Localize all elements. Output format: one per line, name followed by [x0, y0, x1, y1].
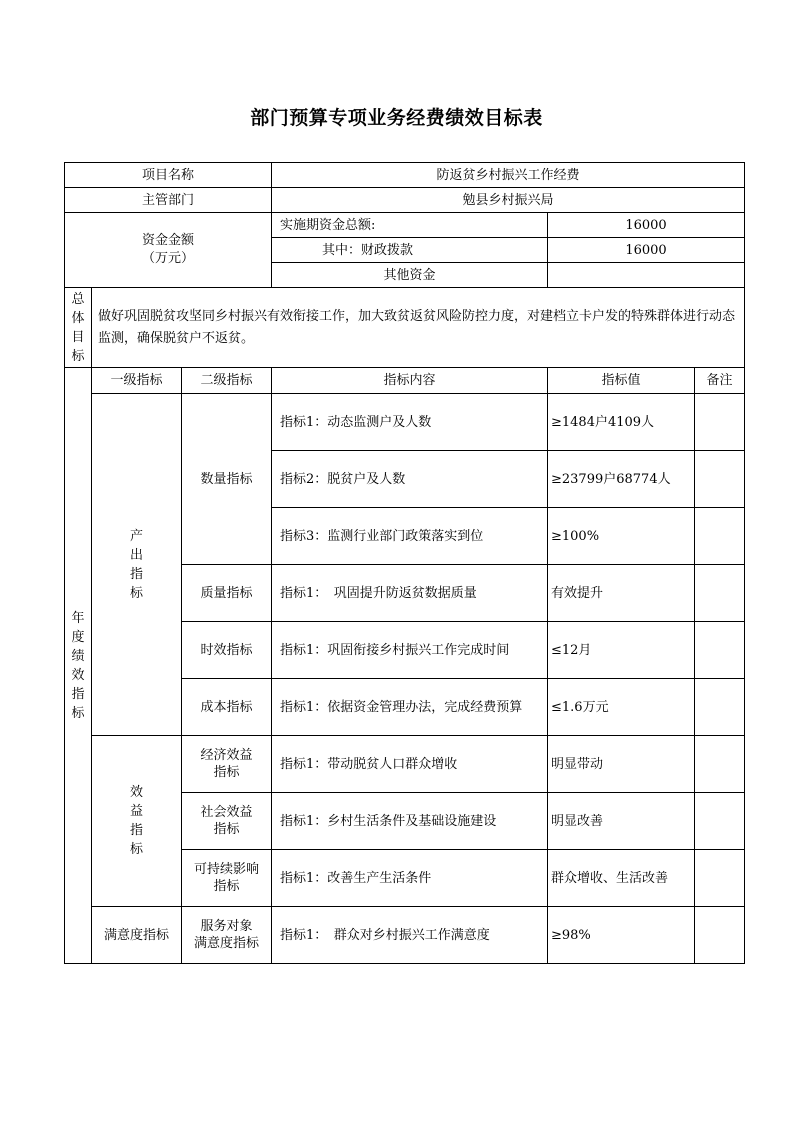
- goal-label-char: 标: [71, 348, 85, 364]
- sustainability-indicator-label: [182, 850, 272, 907]
- indicator-content: 指标1：依据资金管理办法，完成经费预算: [272, 679, 548, 736]
- annual-label-char: 标: [71, 705, 85, 721]
- benefit-label-char: 益: [129, 804, 143, 819]
- sustain-label-line2: 指标: [213, 879, 240, 894]
- dept-row: [65, 188, 745, 213]
- indicator-note: [695, 508, 745, 565]
- economic-indicator-label: [182, 736, 272, 793]
- indicator-content: 指标1：乡村生活条件及基础设施建设: [272, 793, 548, 850]
- fund-fiscal-label: 其中：财政拨款: [272, 238, 548, 263]
- col-header-content: 指标内容: [272, 368, 548, 394]
- cost-indicator-label: 成本指标: [182, 679, 272, 736]
- indicator-value: 明显改善: [548, 793, 695, 850]
- service-label-line1: 服务对象: [200, 919, 253, 934]
- fund-label-line1: 资金金额: [141, 233, 194, 248]
- benefit-label-char: 标: [129, 842, 143, 857]
- indicator-value: ≤1.6万元: [548, 679, 695, 736]
- quantity-indicator-label: 数量指标: [182, 394, 272, 565]
- annual-label-char: 年: [71, 610, 85, 626]
- annual-label-char: 指: [71, 686, 85, 702]
- social-label-line1: 社会效益: [200, 805, 253, 820]
- indicator-content: 指标1： 巩固提升防返贫数据质量: [272, 565, 548, 622]
- indicator-content: 指标1： 群众对乡村振兴工作满意度: [272, 907, 548, 964]
- indicator-content: 指标1：巩固衔接乡村振兴工作完成时间: [272, 622, 548, 679]
- fund-total-row: [65, 213, 745, 238]
- indicator-note: [695, 736, 745, 793]
- timeliness-indicator-label: 时效指标: [182, 622, 272, 679]
- indicator-header-row: [65, 368, 745, 394]
- dept-label: 主管部门: [65, 188, 272, 213]
- col-header-value: 指标值: [548, 368, 695, 394]
- goal-label-char: 目: [71, 329, 85, 345]
- indicator-note: [695, 850, 745, 907]
- social-label-line2: 指标: [213, 822, 240, 837]
- project-name-value: 防返贫乡村振兴工作经费: [272, 163, 745, 188]
- annual-label-char: 效: [71, 667, 85, 683]
- service-label-line2: 满意度指标: [193, 936, 259, 951]
- page-title: 部门预算专项业务经费绩效目标表: [250, 107, 543, 129]
- benefit-indicator-label: [92, 736, 182, 907]
- fund-fiscal-value: 16000: [548, 238, 745, 263]
- fund-other-label: 其他资金: [272, 263, 548, 288]
- indicator-value: 明显带动: [548, 736, 695, 793]
- annual-label-char: 度: [71, 629, 85, 645]
- quality-indicator-label: 质量指标: [182, 565, 272, 622]
- indicator-value: ≤12月: [548, 622, 695, 679]
- indicator-value: ≥1484户4109人: [548, 394, 695, 451]
- social-indicator-label: [182, 793, 272, 850]
- indicator-value: 有效提升: [548, 565, 695, 622]
- table-row: [65, 736, 745, 793]
- indicator-note: [695, 394, 745, 451]
- output-label-char: 出: [129, 547, 143, 563]
- indicator-note: [695, 565, 745, 622]
- col-header-level1: 一级指标: [92, 368, 182, 394]
- dept-value: 勉县乡村振兴局: [272, 188, 745, 213]
- fund-label: [65, 213, 272, 288]
- indicator-note: [695, 622, 745, 679]
- indicator-value: 群众增收、生活改善: [548, 850, 695, 907]
- service-satisfaction-label: [182, 907, 272, 964]
- indicator-note: [695, 907, 745, 964]
- indicator-note: [695, 679, 745, 736]
- indicator-content: 指标3：监测行业部门政策落实到位: [272, 508, 548, 565]
- economic-label-line2: 指标: [213, 765, 240, 780]
- col-header-level2: 二级指标: [182, 368, 272, 394]
- goal-label-char: 体: [71, 310, 85, 326]
- indicator-content: 指标1：改善生产生活条件: [272, 850, 548, 907]
- indicator-content: 指标2：脱贫户及人数: [272, 451, 548, 508]
- goal-text: 做好巩固脱贫攻坚同乡村振兴有效衔接工作，加大致贫返贫风险防控力度，对建档立卡户发的特殊群体进行动态监测，确保脱贫户不返贫。: [92, 288, 745, 368]
- goal-label: [65, 288, 92, 368]
- benefit-label-char: 效: [129, 785, 143, 800]
- indicator-content: 指标1：带动脱贫人口群众增收: [272, 736, 548, 793]
- benefit-label-char: 指: [129, 823, 143, 838]
- output-label-char: 标: [129, 585, 143, 601]
- goal-row: [65, 288, 745, 368]
- fund-label-line2: （万元）: [141, 251, 194, 266]
- goal-label-char: 总: [71, 291, 85, 307]
- indicator-note: [695, 793, 745, 850]
- fund-total-label: 实施期资金总额:: [272, 213, 548, 238]
- output-label-char: 产: [129, 528, 143, 544]
- economic-label-line1: 经济效益: [200, 748, 253, 763]
- sustain-label-line1: 可持续影响: [193, 862, 259, 877]
- annual-indicator-label: [65, 368, 92, 964]
- indicator-note: [695, 451, 745, 508]
- table-row: [65, 394, 745, 451]
- table-row: [65, 907, 745, 964]
- output-label-char: 指: [129, 566, 143, 582]
- satisfaction-indicator-label: 满意度指标: [92, 907, 182, 964]
- annual-label-char: 绩: [71, 648, 85, 664]
- indicator-value: ≥23799户68774人: [548, 451, 695, 508]
- output-indicator-label: [92, 394, 182, 736]
- performance-table: [64, 162, 745, 964]
- project-name-label: 项目名称: [65, 163, 272, 188]
- indicator-value: ≥100%: [548, 508, 695, 565]
- project-name-row: [65, 163, 745, 188]
- indicator-value: ≥98%: [548, 907, 695, 964]
- fund-other-value: [548, 263, 745, 288]
- fund-total-value: 16000: [548, 213, 745, 238]
- indicator-content: 指标1：动态监测户及人数: [272, 394, 548, 451]
- col-header-note: 备注: [695, 368, 745, 394]
